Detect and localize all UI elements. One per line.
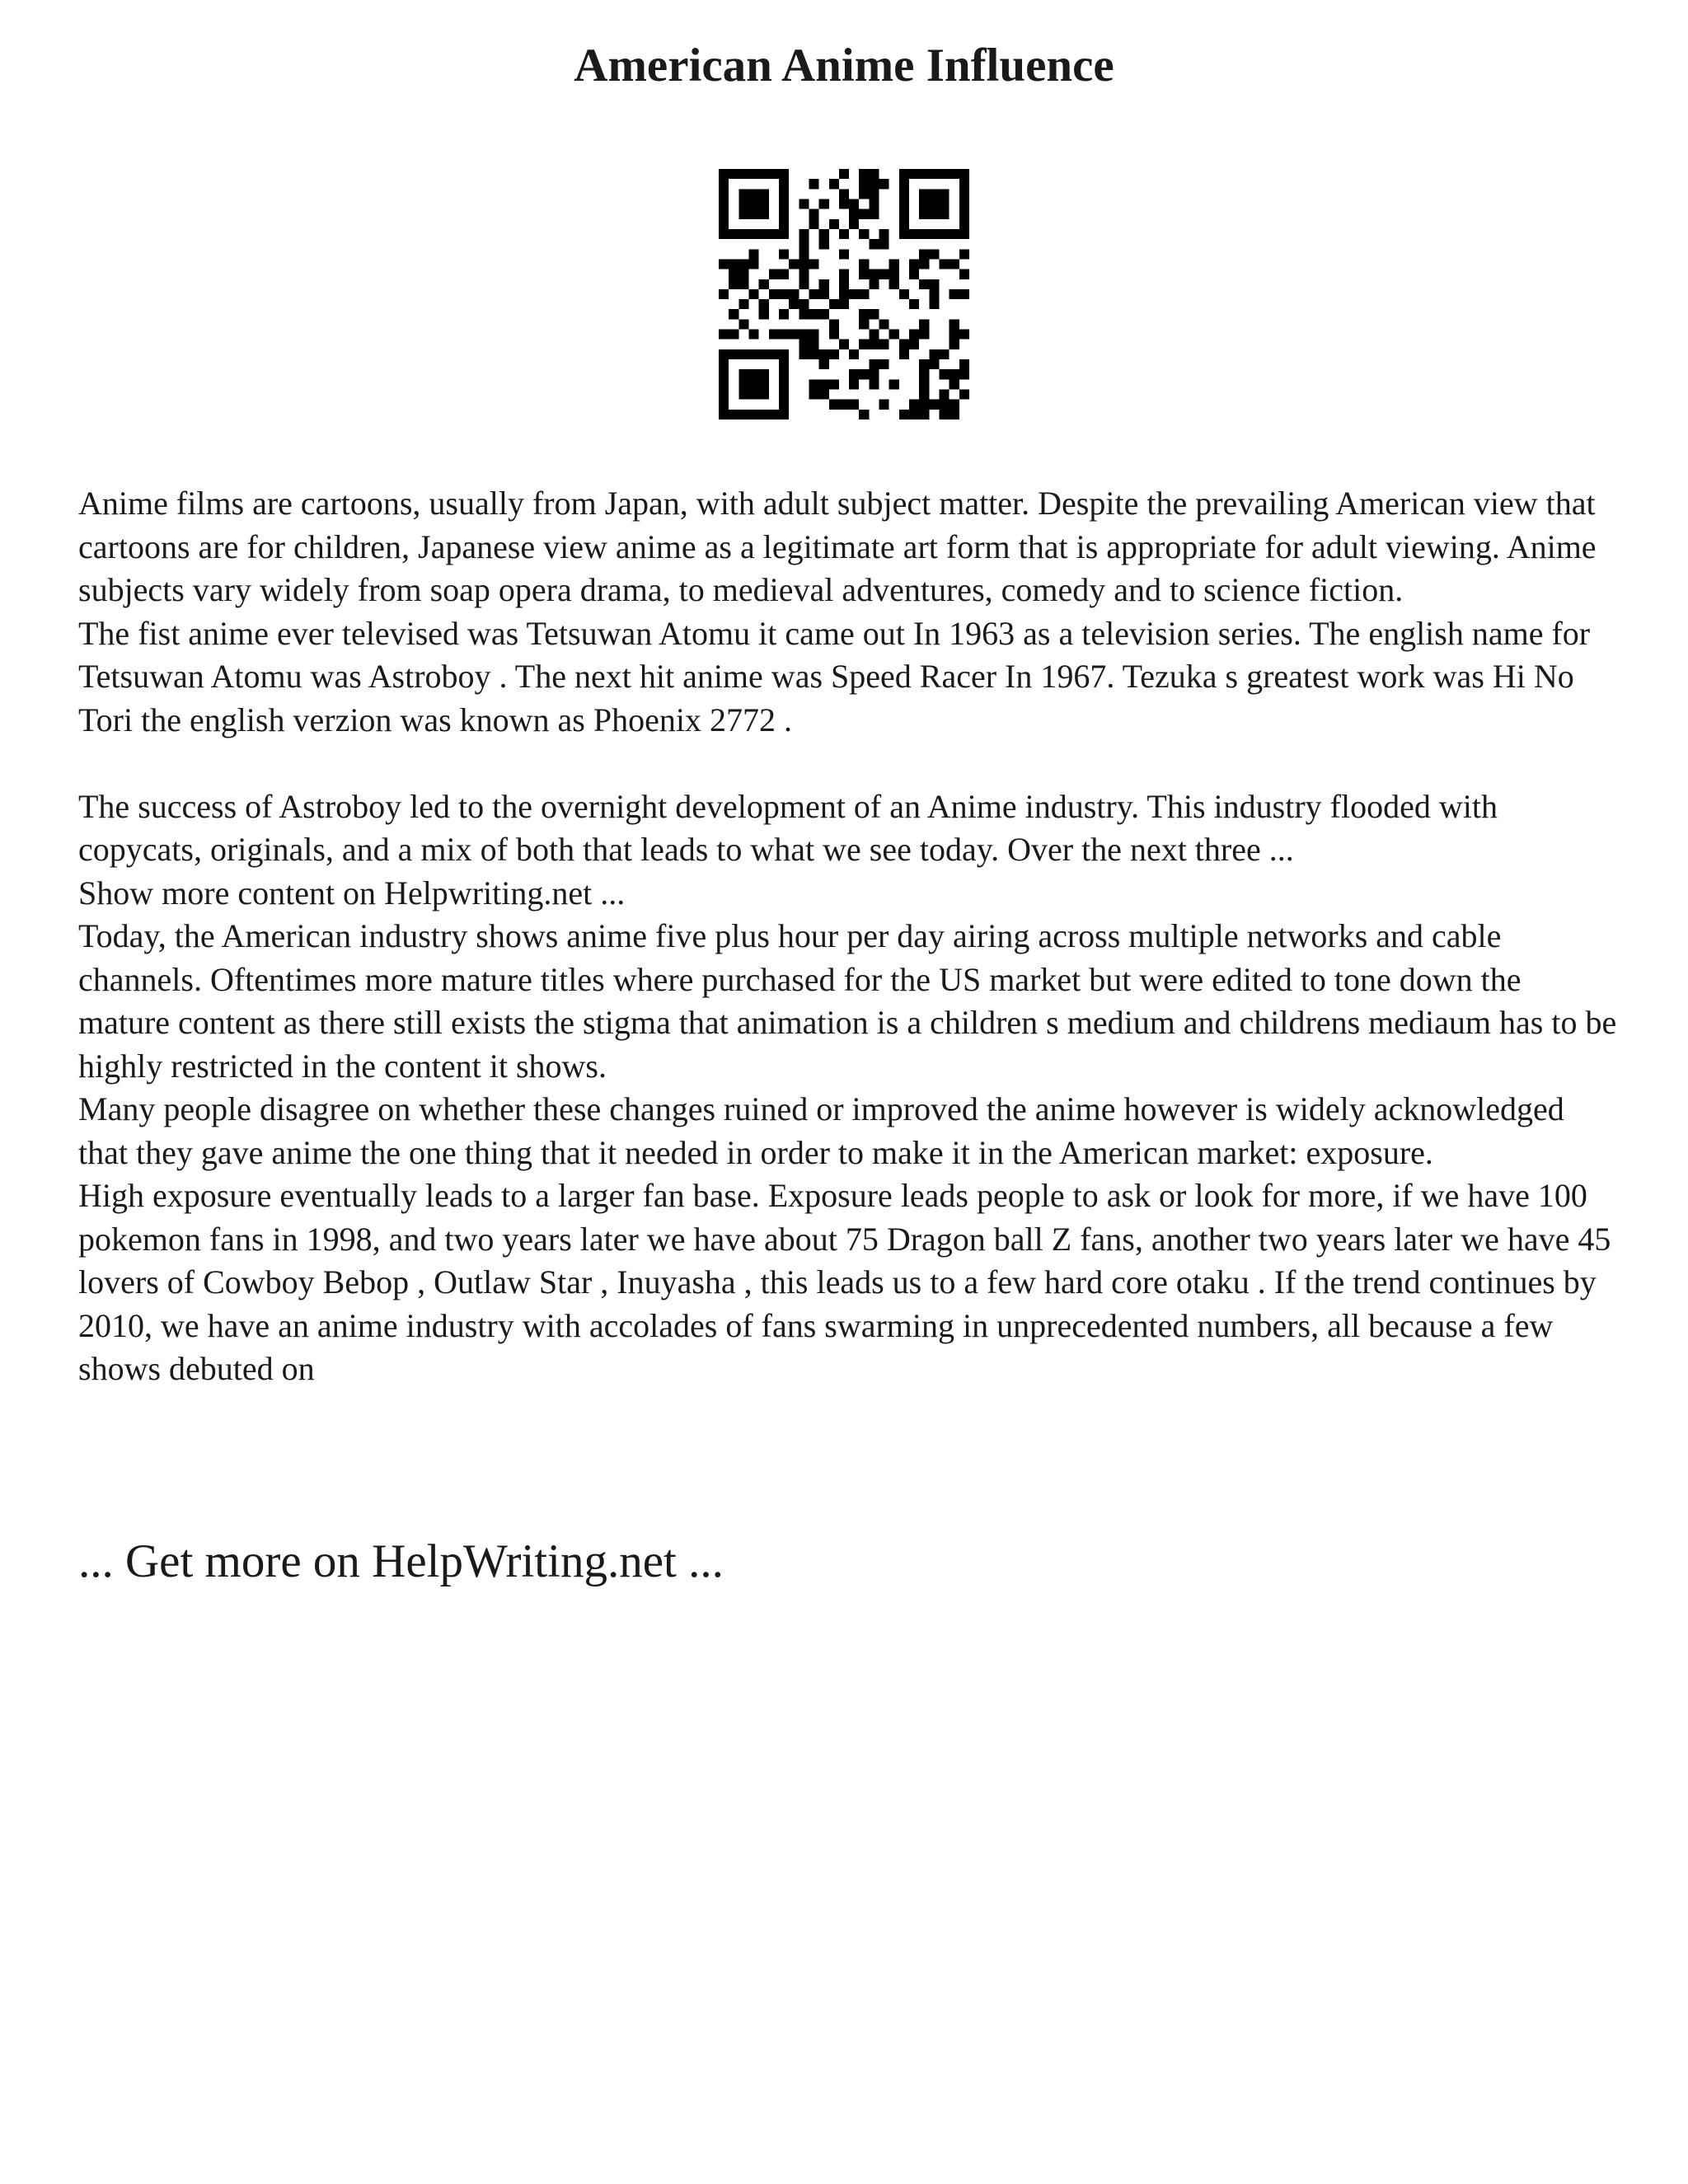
article-body xyxy=(78,482,1620,1391)
page-title: American Anime Influence xyxy=(574,40,1114,91)
get-more-link[interactable]: ... Get more on HelpWriting.net ... xyxy=(78,1535,724,1587)
paragraph: Today, the American industry shows anime five plus hour per day airing across multiple networks and cable channels. Oftentimes more mature titles where purchased for the US market but were edited to tone down the mature content as there still exists the stigma that animation is a children s medium and childrens mediaum has to be highly restricted in the content it shows. xyxy=(78,917,1617,1085)
paragraph: The success of Astroboy led to the overnight development of an Anime industry. This industry flooded with copycats, originals, and a mix of both that leads to what we see today. Over the next three ... xyxy=(78,787,1498,868)
paragraph: Anime films are cartoons, usually from Japan, with adult subject matter. Despite the prevailing American view that cartoons are for children, Japanese view anime as a legitimate art form that is appropriate for adult viewing. Anime subjects vary widely from soap opera drama, to medieval adventures, comedy and to science fiction. xyxy=(78,485,1597,608)
paragraph: High exposure eventually leads to a larger fan base. Exposure leads people to ask or look for more, if we have 100 pokemon fans in 1998, and two years later we have about 75 Dragon ball Z fans, another two years later we have 45 lovers of Cowboy Bebop , Outlaw Star , Inuyasha , this leads us to a few hard core otaku . If the trend continues by 2010, we have an anime industry with accolades of fans swarming in unprecedented numbers, all because a few shows debuted on xyxy=(78,1177,1611,1387)
paragraph-gap xyxy=(78,742,1620,785)
show-more-link[interactable]: Show more content on Helpwriting.net ... xyxy=(78,874,626,912)
qr-code-icon xyxy=(719,169,969,419)
paragraph: The fist anime ever televised was Tetsuwan Atomu it came out In 1963 as a television series. The english name for Tetsuwan Atomu was Astroboy . The next hit anime was Speed Racer In 1967. Tezuka s greatest work was Hi No Tori the english verzion was known as Phoenix 2772 . xyxy=(78,614,1591,738)
paragraph: Many people disagree on whether these changes ruined or improved the anime however is widely acknowledged that they gave anime the one thing that it needed in order to make it in the American market: exposure. xyxy=(78,1090,1564,1171)
